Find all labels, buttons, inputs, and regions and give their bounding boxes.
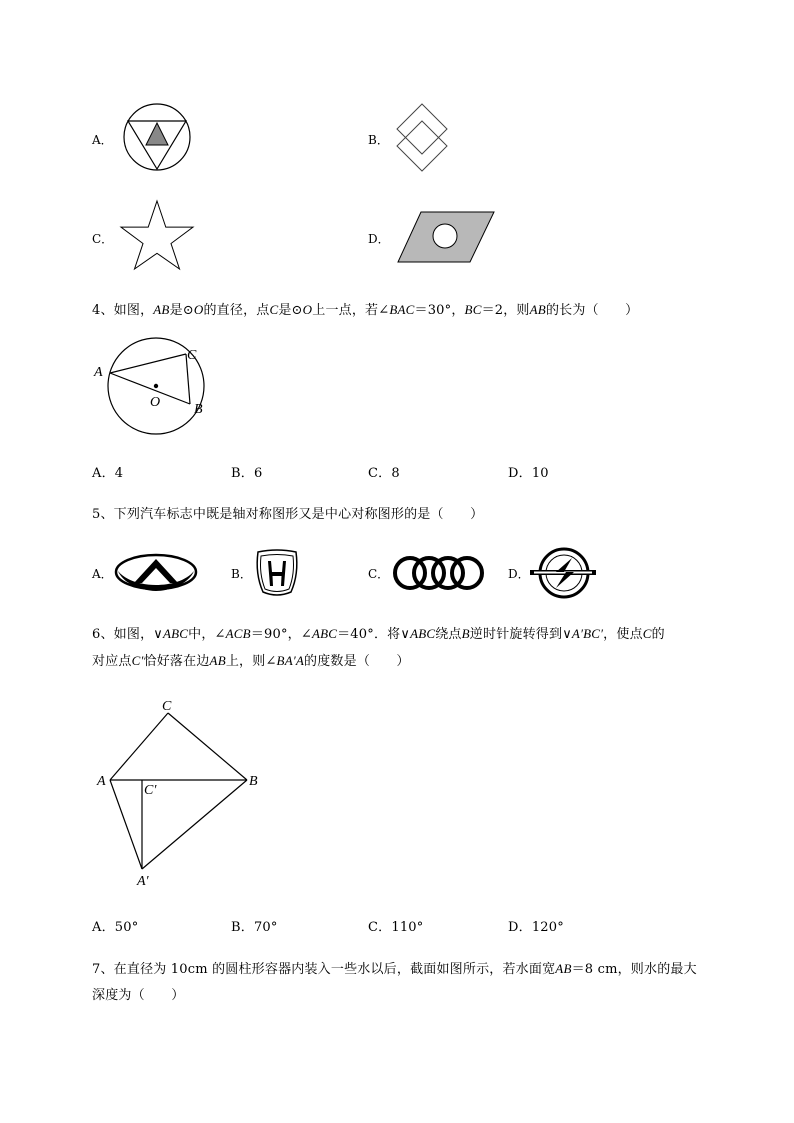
q4-figure bbox=[90, 338, 220, 442]
q4-option-d: D．10 bbox=[508, 466, 549, 481]
q3-option-b-figure bbox=[396, 103, 448, 173]
q7-stem-line2: 深度为（ ） bbox=[92, 988, 185, 1003]
q6-option-c: C．110° bbox=[368, 920, 424, 935]
q3-option-c-label: C． bbox=[92, 232, 114, 246]
q4-fig-label-o: O bbox=[150, 395, 161, 410]
q5-option-b-label: B． bbox=[231, 567, 252, 581]
q3-option-b-label: B． bbox=[368, 133, 389, 147]
q3-option-a-label: A． bbox=[92, 133, 113, 147]
q4-fig-label-c: C bbox=[187, 348, 197, 363]
q4-fig-label-b: B bbox=[194, 402, 203, 417]
q6-stem-line1: 6、如图，∨ABC中，∠ACB＝90°，∠ABC＝40°．将∨ABC绕点B逆时针旋转得到∨A′BC′，使点C的 bbox=[92, 626, 665, 642]
q6-fig-label-b: B bbox=[249, 774, 258, 789]
q5-option-c-label: C． bbox=[368, 567, 390, 581]
q3-option-c-figure bbox=[118, 200, 196, 270]
q6-option-b: B．70° bbox=[231, 920, 278, 935]
q5-option-b-logo bbox=[255, 548, 299, 598]
q6-fig-label-cprime: C′ bbox=[144, 783, 157, 798]
q4-option-b: B．6 bbox=[231, 466, 263, 481]
q5-option-d-logo bbox=[528, 546, 598, 600]
q4-option-c: C．8 bbox=[368, 466, 400, 481]
q3-option-d-figure bbox=[397, 211, 495, 263]
q5-option-c-logo bbox=[392, 554, 486, 592]
q4-stem: 4、如图，AB是⊙O的直径，点C是⊙O上一点，若∠BAC＝30°，BC＝2，则AB的长为（ ） bbox=[92, 302, 639, 318]
q4-option-a: A．4 bbox=[92, 466, 124, 481]
q6-fig-label-aprime: A′ bbox=[137, 874, 149, 889]
q6-fig-label-a: A bbox=[97, 774, 106, 789]
q7-stem-line1: 7、在直径为 10cm 的圆柱形容器内装入一些水以后，截面如图所示，若水面宽AB＝8 cm，则水的最大 bbox=[92, 961, 697, 977]
q6-option-a: A．50° bbox=[92, 920, 139, 935]
q5-stem: 5、下列汽车标志中既是轴对称图形又是中心对称图形的是（ ） bbox=[92, 507, 484, 522]
q3-option-a-figure bbox=[122, 101, 194, 173]
q6-figure bbox=[95, 693, 270, 893]
q6-fig-label-c: C bbox=[162, 699, 172, 714]
q5-option-a-logo bbox=[114, 553, 198, 593]
q6-option-d: D．120° bbox=[508, 920, 564, 935]
q5-option-a-label: A． bbox=[92, 567, 113, 581]
q6-stem-line2: 对应点C′恰好落在边AB上，则∠BA′A的度数是（ ） bbox=[92, 653, 410, 669]
q4-fig-label-a: A bbox=[94, 365, 103, 380]
q3-option-d-label: D． bbox=[368, 232, 390, 246]
q5-option-d-label: D． bbox=[508, 567, 530, 581]
